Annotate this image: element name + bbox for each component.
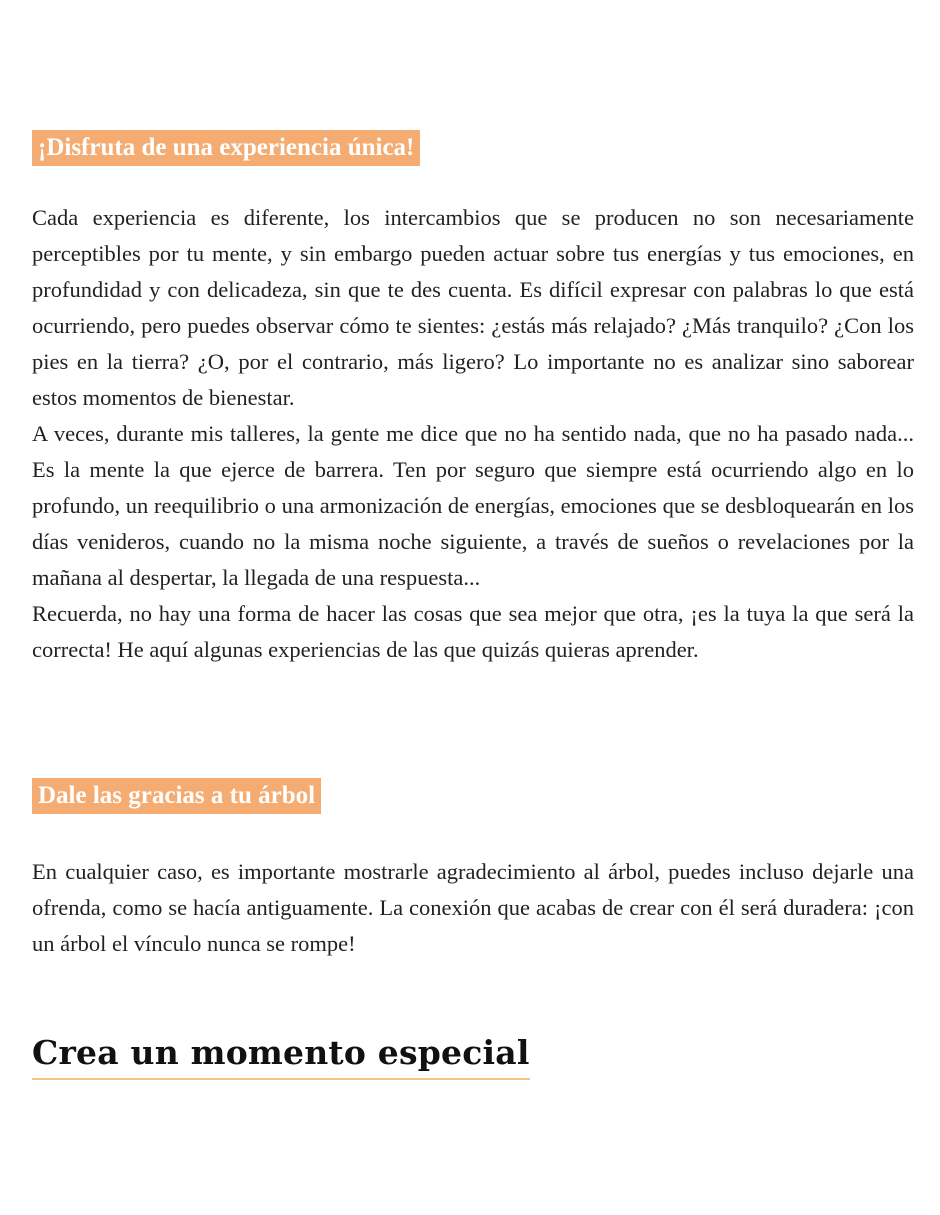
section-heading-experience: ¡Disfruta de una experiencia única! — [32, 130, 420, 166]
thank-tree-text-block — [32, 854, 914, 962]
section-title-special-moment: Crea un momento especial — [32, 1030, 530, 1080]
paragraph: A veces, durante mis talleres, la gente me dice que no ha sentido nada, que no ha pasado nada... Es la mente la que ejerce de barrera. Ten por seguro que siempre está ocurriendo algo en lo profundo, un reequilibrio o una armonización de energías, emociones que se desbloquearán en los días venideros, cuando no la misma noche siguiente, a través de sueños o revelaciones por la mañana al despertar, la llegada de una respuesta... — [32, 421, 914, 590]
paragraph: Recuerda, no hay una forma de hacer las cosas que sea mejor que otra, ¡es la tuya la que será la correcta! He aquí algunas experiencias de las que quizás quieras aprender. — [32, 601, 914, 662]
experience-text-block — [32, 200, 914, 668]
section-heading-thank-tree: Dale las gracias a tu árbol — [32, 778, 321, 814]
paragraph: Cada experiencia es diferente, los intercambios que se producen no son necesariamente perceptibles por tu mente, y sin embargo pueden actuar sobre tus energías y tus emociones, en profundidad y con delicadeza, sin que te des cuenta. Es difícil expresar con palabras lo que está ocurriendo, pero puedes observar cómo te sientes: ¿estás más relajado? ¿Más tranquilo? ¿Con los pies en la tierra? ¿O, por el contrario, más ligero? Lo importante no es analizar sino saborear estos momentos de bienestar. — [32, 205, 914, 410]
paragraph: En cualquier caso, es importante mostrarle agradecimiento al árbol, puedes incluso dejarle una ofrenda, como se hacía antiguamente. La conexión que acabas de crear con él será duradera: ¡con un árbol el vínculo nunca se rompe! — [32, 859, 914, 956]
